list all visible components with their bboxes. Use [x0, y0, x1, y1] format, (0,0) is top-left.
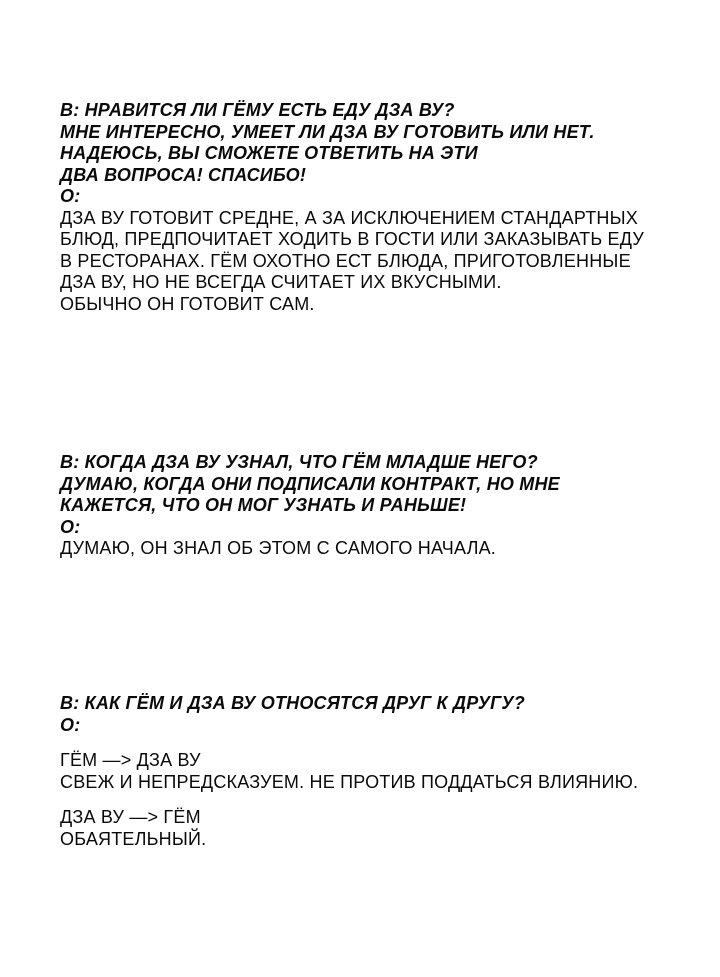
answer-line: ДУМАЮ, ОН ЗНАЛ ОБ ЭТОМ С САМОГО НАЧАЛА. [60, 538, 496, 558]
question-line: В: НРАВИТСЯ ЛИ ГЁМУ ЕСТЬ ЕДУ ДЗА ВУ? [60, 100, 455, 120]
answer-label: О: [60, 516, 81, 537]
qa-block-cooking [60, 100, 680, 315]
answer-label: О: [60, 714, 81, 735]
answer-line: БЛЮД, ПРЕДПОЧИТАЕТ ХОДИТЬ В ГОСТИ ИЛИ ЗАКАЗЫВАТЬ ЕДУ [60, 229, 644, 249]
question-line: НАДЕЮСЬ, ВЫ СМОЖЕТЕ ОТВЕТИТЬ НА ЭТИ [60, 143, 478, 163]
spacer [60, 793, 680, 807]
question-line: В: КОГДА ДЗА ВУ УЗНАЛ, ЧТО ГЁМ МЛАДШЕ НЕГО? [60, 452, 538, 472]
answer-line: В РЕСТОРАНАХ. ГЁМ ОХОТНО ЕСТ БЛЮДА, ПРИГОТОВЛЕННЫЕ [60, 250, 631, 271]
pair-text: ОБАЯТЕЛЬНЫЙ. [60, 828, 207, 849]
pair-heading: ДЗА ВУ —> ГЁМ [60, 807, 201, 827]
qa-block-relationship [60, 693, 680, 850]
answer-line: ДЗА ВУ ГОТОВИТ СРЕДНЕ, А ЗА ИСКЛЮЧЕНИЕМ СТАНДАРТНЫХ [60, 207, 638, 228]
answer-line: ОБЫЧНО ОН ГОТОВИТ САМ. [60, 293, 315, 314]
pair-text: СВЕЖ И НЕПРЕДСКАЗУЕМ. НЕ ПРОТИВ ПОДДАТЬСЯ ВЛИЯНИЮ. [60, 771, 639, 792]
answer-label: О: [60, 186, 81, 206]
answer-line: ДЗА ВУ, НО НЕ ВСЕГДА СЧИТАЕТ ИХ ВКУСНЫМИ. [60, 272, 502, 292]
question-line: МНЕ ИНТЕРЕСНО, УМЕЕТ ЛИ ДЗА ВУ ГОТОВИТЬ ИЛИ НЕТ. [60, 121, 595, 142]
question-line: КАЖЕТСЯ, ЧТО ОН МОГ УЗНАТЬ И РАНЬШЕ! [60, 495, 467, 515]
pair-heading: ГЁМ —> ДЗА ВУ [60, 750, 201, 770]
qa-block-age [60, 452, 680, 560]
spacer [60, 736, 680, 750]
question-line: ДУМАЮ, КОГДА ОНИ ПОДПИСАЛИ КОНТРАКТ, НО МНЕ [60, 473, 560, 494]
question-line: ДВА ВОПРОСА! СПАСИБО! [60, 164, 307, 185]
question-line: В: КАК ГЁМ И ДЗА ВУ ОТНОСЯТСЯ ДРУГ К ДРУГУ? [60, 693, 525, 713]
